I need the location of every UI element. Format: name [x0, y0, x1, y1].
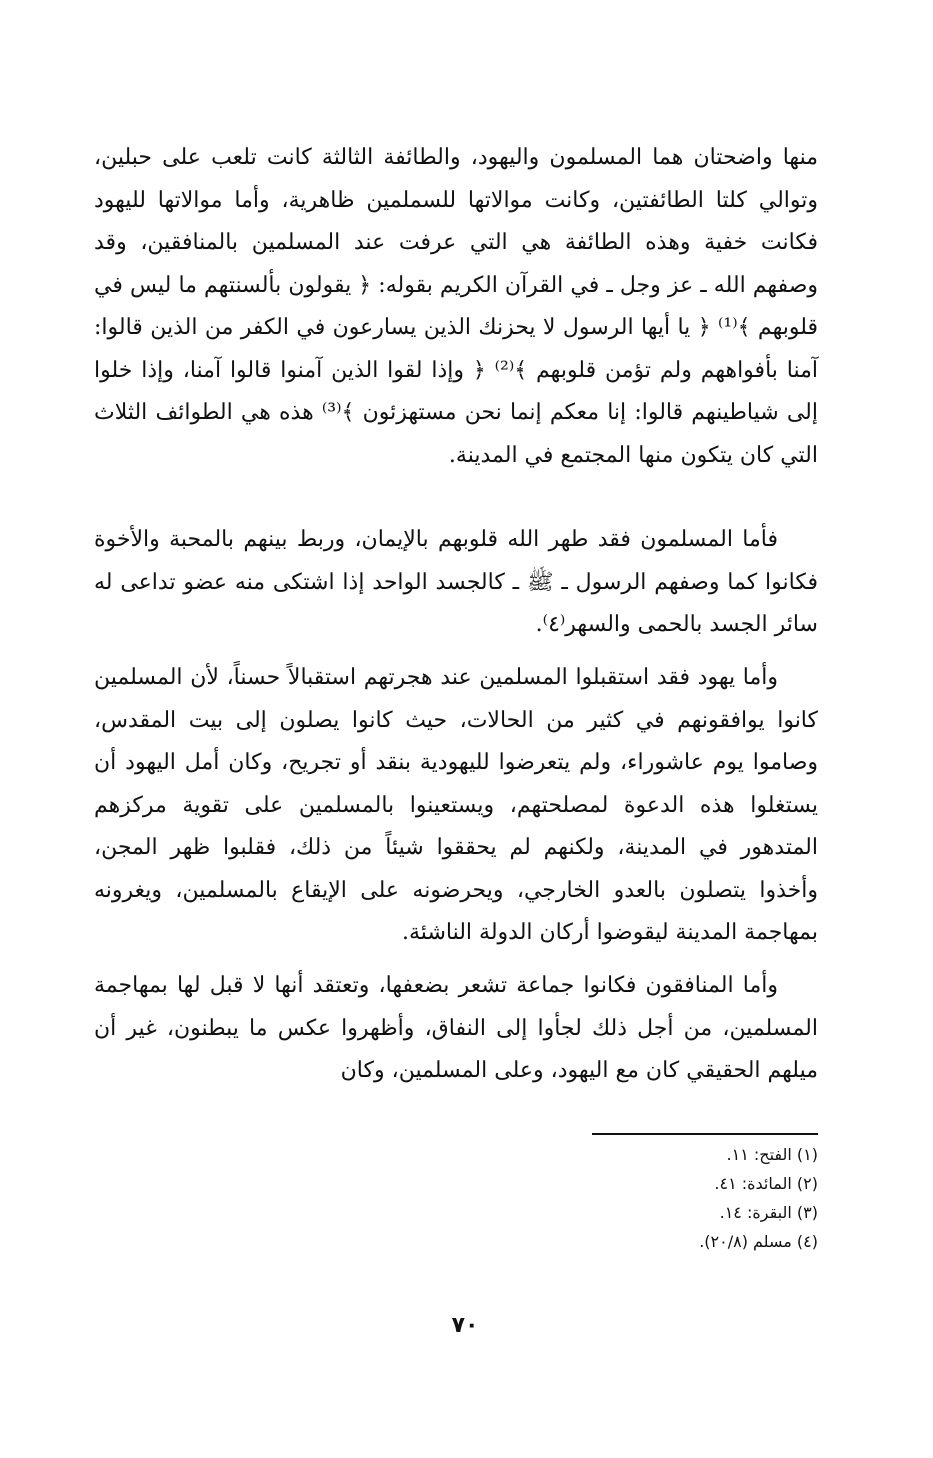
footnote-2: (٢) المائدة: ٤١. — [714, 1174, 818, 1193]
paragraph-1: منها واضحتان هما المسلمون واليهود، والطائفة الثالثة كانت تلعب على حبلين، وتوالي كلتا الطائفتين، وكانت موالاتها للسملمين ظاهرية، وأما موالاتها لليهود فكانت خفية وهذه الطائفة هي التي عرفت عند المسلمين بالمنافقين، وقد وصفهم الله ـ عز وجل ـ في القرآن الكريم بقوله: ﴿ يقولون بألسنتهم ما ليس في قلوبهم ﴾⁽¹⁾ ﴿ يا أيها الرسول لا يحزنك الذين يسارعون في الكفر من الذين قالوا: آمنا بأفواههم ولم تؤمن قلوبهم ﴾⁽²⁾ ﴿ وإذا لقوا الذين آمنوا قالوا آمنا، وإذا خلوا إلى شياطينهم قالوا: إنا معكم إنما نحن مستهزئون ﴾⁽³⁾ هذه هي الطوائف الثلاث التي كان يتكون منها المجتمع في المدينة. — [94, 145, 819, 468]
footnote-divider — [592, 1133, 818, 1135]
footnote-4: (٤) مسلم (٢٠/٨). — [699, 1232, 818, 1251]
body-text-block-3 — [94, 657, 818, 955]
body-text-block-2 — [94, 519, 818, 647]
footnote-1: (١) الفتح: ١١. — [726, 1145, 818, 1164]
footnote-3: (٣) البقرة: ١٤. — [719, 1203, 818, 1222]
body-text-block-1 — [94, 137, 818, 477]
footnotes — [518, 1140, 818, 1256]
page-number: ٧٠ — [451, 1313, 479, 1338]
body-text-block-4 — [94, 965, 818, 1093]
paragraph-2: فأما المسلمون فقد طهر الله قلوبهم بالإيمان، وربط بينهم بالمحبة والأخوة فكانوا كما وصفهم الرسول ـ ﷺ ـ كالجسد الواحد إذا اشتكى منه عضو تداعى له سائر الجسد بالحمى والسهر⁽٤⁾. — [94, 527, 818, 637]
paragraph-4: وأما المنافقون فكانوا جماعة تشعر بضعفها، وتعتقد أنها لا قبل لها بمهاجمة المسلمين، من أجل ذلك لجأوا إلى النفاق، وأظهروا عكس ما يبطنون، غير أن ميلهم الحقيقي كان مع اليهود، وعلى المسلمين، وكان — [94, 973, 818, 1083]
paragraph-3: وأما يهود فقد استقبلوا المسلمين عند هجرتهم استقبالاً حسناً، لأن المسلمين كانوا يوافقونهم في كثير من الحالات، حيث كانوا يصلون إلى بيت المقدس، وصاموا يوم عاشوراء، ولم يتعرضوا لليهودية بنقد أو تجريح، وكان أمل اليهود أن يستغلوا هذه الدعوة لمصلحتهم، ويستعينوا بالمسلمين على تقوية مركزهم المتدهور في المدينة، ولكنهم لم يحققوا شيئاً من ذلك، فقلبوا ظهر المجن، وأخذوا يتصلون بالعدو الخارجي، ويحرضونه على الإيقاع بالمسلمين، ويغرونه بمهاجمة المدينة ليقوضوا أركان الدولة الناشئة. — [94, 665, 818, 945]
